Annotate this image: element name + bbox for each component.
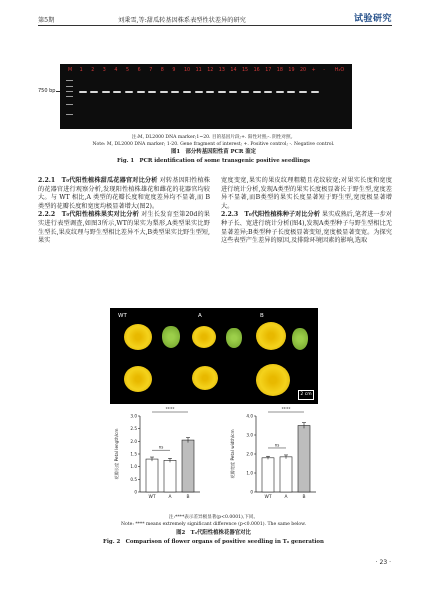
pcr-band bbox=[311, 91, 319, 93]
x-tick-label: B bbox=[186, 495, 190, 500]
b-male-flower bbox=[256, 322, 286, 350]
bar-wt bbox=[262, 458, 274, 492]
photo-label-b: B bbox=[260, 313, 264, 319]
x-tick-label: WT bbox=[264, 495, 272, 500]
pcr-band bbox=[206, 91, 214, 93]
y-tick-label: 4.0 bbox=[246, 413, 253, 419]
fig2-note-en: Note: **** means extremely significant difference (p<0.0001). The same below. bbox=[120, 522, 307, 527]
wt-female-bud bbox=[162, 326, 180, 348]
lane-label: 6 bbox=[137, 68, 141, 73]
ladder-band bbox=[66, 91, 73, 92]
y-tick-label: 2.5 bbox=[130, 426, 137, 432]
lane-label: 13 bbox=[218, 68, 225, 73]
pcr-band bbox=[264, 91, 272, 93]
lane-label: H₂O bbox=[334, 68, 345, 73]
pcr-band bbox=[276, 91, 284, 93]
fig1-title-cn: 图1 部分转基因阳性苗 PCR 鉴定 bbox=[170, 149, 257, 155]
section-2-2-1-text: 对转基因阳性植株的花器官进行观察分析,发现阳性植株雄花和雌花的花器官均较大。与 WT 相比,A 类型的花瓣长度和宽度差异均不显著,而 B 类型的花瓣长度和宽度均极显著增大(图2)。 bbox=[38, 177, 210, 210]
ladder-band bbox=[66, 80, 73, 81]
section-2-2-2-heading: 2.2.2 T₀代阳性植株果实对比分析 bbox=[38, 211, 139, 219]
fig2-title-en: Fig. 2 Comparison of flower organs of positive seedling in T₀ generation bbox=[103, 539, 324, 545]
sig-star: **** bbox=[165, 407, 175, 413]
fig1-note-en: Note: M, DL2000 DNA marker; 1-20. Gene fragment of interest; +. Positive control; -. Negative control. bbox=[92, 142, 335, 147]
pcr-band bbox=[113, 91, 121, 93]
b-flower-2 bbox=[256, 364, 290, 396]
y-tick-label: 1.0 bbox=[246, 470, 253, 476]
photo-label-wt: WT bbox=[118, 313, 127, 319]
y-tick-label: 0 bbox=[250, 489, 253, 495]
lane-label: 7 bbox=[149, 68, 153, 73]
bar-wt bbox=[146, 459, 158, 492]
bar-b bbox=[182, 440, 194, 492]
pcr-band bbox=[299, 91, 307, 93]
section-2-2-2-text: 对生长发育至第20d的果实进行表型调查,如图3所示,WT的果实为梨形,A类型果实比野生型长,果皮纹理与野生型相比差异不大,B类型果实比野生型短,果实 bbox=[38, 211, 210, 245]
lane-label: 11 bbox=[195, 68, 202, 73]
lane-label: 3 bbox=[102, 68, 106, 73]
lane-label: + bbox=[311, 68, 316, 73]
ladder-band bbox=[66, 96, 73, 97]
x-tick-label: WT bbox=[148, 495, 156, 500]
y-tick-label: 2.0 bbox=[130, 438, 137, 444]
x-tick-label: A bbox=[284, 495, 288, 500]
bar-b bbox=[298, 426, 310, 493]
section-2-2-3-heading: 2.2.3 T₀代阳性植株种子对比分析 bbox=[221, 211, 320, 219]
lane-label: 10 bbox=[184, 68, 191, 73]
lane-label: 12 bbox=[207, 68, 214, 73]
running-title: 刘秉雪,等:甜瓜转基因株系表型性状差异的研究 bbox=[118, 17, 246, 24]
bar-a bbox=[280, 457, 292, 492]
pcr-band bbox=[160, 91, 168, 93]
section-2-2-3-text: 果实成熟后,笔者进一步对种子长、宽进行统计分析(图4),发现A类型种子与野生型相比无显著差异;B类型种子长度极显著变短,宽度极显著变宽。为探究这些表型产生差异的原因,及排除环境因素的影响,选取 bbox=[221, 211, 393, 245]
pcr-band bbox=[195, 91, 203, 93]
header-rule bbox=[38, 25, 392, 26]
a-male-flower bbox=[192, 326, 216, 348]
ladder-band bbox=[66, 104, 73, 105]
lane-label: 20 bbox=[300, 68, 307, 73]
pcr-band bbox=[171, 91, 179, 93]
gel-image bbox=[60, 64, 352, 129]
y-tick-label: 3.0 bbox=[130, 413, 137, 419]
pcr-band bbox=[229, 91, 237, 93]
lane-label: 19 bbox=[288, 68, 295, 73]
fig2-title-cn: 图2 T₀代阳性植株花器官对比 bbox=[176, 530, 251, 536]
y-tick-label: 0 bbox=[134, 489, 137, 495]
lane-label: 14 bbox=[230, 68, 237, 73]
pcr-band bbox=[102, 91, 110, 93]
issue-number: 第5期 bbox=[38, 17, 55, 24]
sig-ns: ns bbox=[158, 444, 164, 450]
a-female-bud bbox=[226, 328, 242, 348]
y-tick-label: 1.0 bbox=[130, 464, 137, 470]
scale-bar: 2 cm bbox=[298, 390, 314, 400]
a-flower-2 bbox=[192, 366, 218, 390]
pcr-band bbox=[218, 91, 226, 93]
petal-bar-charts bbox=[0, 404, 427, 514]
lane-label: 16 bbox=[253, 68, 260, 73]
wt-male-flower bbox=[124, 324, 152, 350]
pcr-band bbox=[79, 91, 87, 93]
pcr-band bbox=[253, 91, 261, 93]
bp-marker-label: 750 bp bbox=[38, 88, 56, 94]
right-column bbox=[221, 177, 392, 246]
lane-label: 17 bbox=[265, 68, 272, 73]
sig-ns: ns bbox=[274, 442, 280, 448]
fig1-title-en: Fig. 1 PCR identification of some transgenic positive seedlings bbox=[116, 158, 310, 164]
b-female-bud bbox=[292, 328, 308, 350]
pcr-band bbox=[287, 91, 295, 93]
fig1-note-cn: 注:M, DL2000 DNA marker;1~20. 目的基因片段;+. 阳性对照;-. 阴性对照。 bbox=[131, 135, 296, 140]
y-tick-label: 3.0 bbox=[246, 432, 253, 438]
pcr-band bbox=[241, 91, 249, 93]
lane-label: 9 bbox=[172, 68, 176, 73]
pcr-band bbox=[90, 91, 98, 93]
page-header bbox=[38, 10, 392, 24]
ladder-band bbox=[66, 86, 73, 87]
lane-label: 8 bbox=[160, 68, 164, 73]
photo-label-a: A bbox=[198, 313, 202, 319]
y-axis-label: 花瓣宽度 Petal width/cm bbox=[230, 429, 235, 479]
y-tick-label: 2.0 bbox=[246, 451, 253, 457]
page-number: · 23 · bbox=[375, 559, 391, 566]
fig2-note-cn: 注:****表示差异极显著(p<0.0001),下同。 bbox=[168, 515, 259, 520]
lane-label: 5 bbox=[126, 68, 130, 73]
y-axis-label: 花瓣长度 Petal length/cm bbox=[114, 428, 119, 480]
y-tick-label: 1.5 bbox=[130, 451, 137, 457]
section-2-2-1-heading: 2.2.1 T₀代阳性植株甜瓜花器官对比分析 bbox=[38, 177, 158, 184]
lane-label: - bbox=[323, 68, 325, 73]
ladder-band bbox=[66, 114, 73, 115]
right-paragraph: 宽度变宽,果实的果皮纹理粗糙且花纹较宽;对果实长度和宽度进行统计分析,发现A类型的果实长度极显著长于野生型,宽度差异不显著,而B类型的果实长度显著短于野生型,宽度极显著增大。 bbox=[221, 177, 392, 210]
wt-flower-2 bbox=[124, 366, 152, 392]
pcr-band bbox=[125, 91, 133, 93]
x-tick-label: A bbox=[168, 495, 172, 500]
flower-photo bbox=[110, 308, 318, 404]
lane-label: 15 bbox=[242, 68, 249, 73]
lane-label: M bbox=[68, 68, 73, 73]
x-tick-label: B bbox=[302, 495, 306, 500]
pcr-band bbox=[148, 91, 156, 93]
lane-label: 18 bbox=[276, 68, 283, 73]
bar-a bbox=[164, 460, 176, 492]
sig-star: **** bbox=[281, 407, 291, 413]
left-column bbox=[38, 177, 210, 246]
pcr-band bbox=[183, 91, 191, 93]
lane-label: 1 bbox=[79, 68, 83, 73]
y-tick-label: 0.5 bbox=[130, 476, 137, 482]
pcr-band bbox=[137, 91, 145, 93]
lane-label: 4 bbox=[114, 68, 118, 73]
lane-label: 2 bbox=[91, 68, 95, 73]
column-label: 试验研究 bbox=[353, 14, 392, 24]
